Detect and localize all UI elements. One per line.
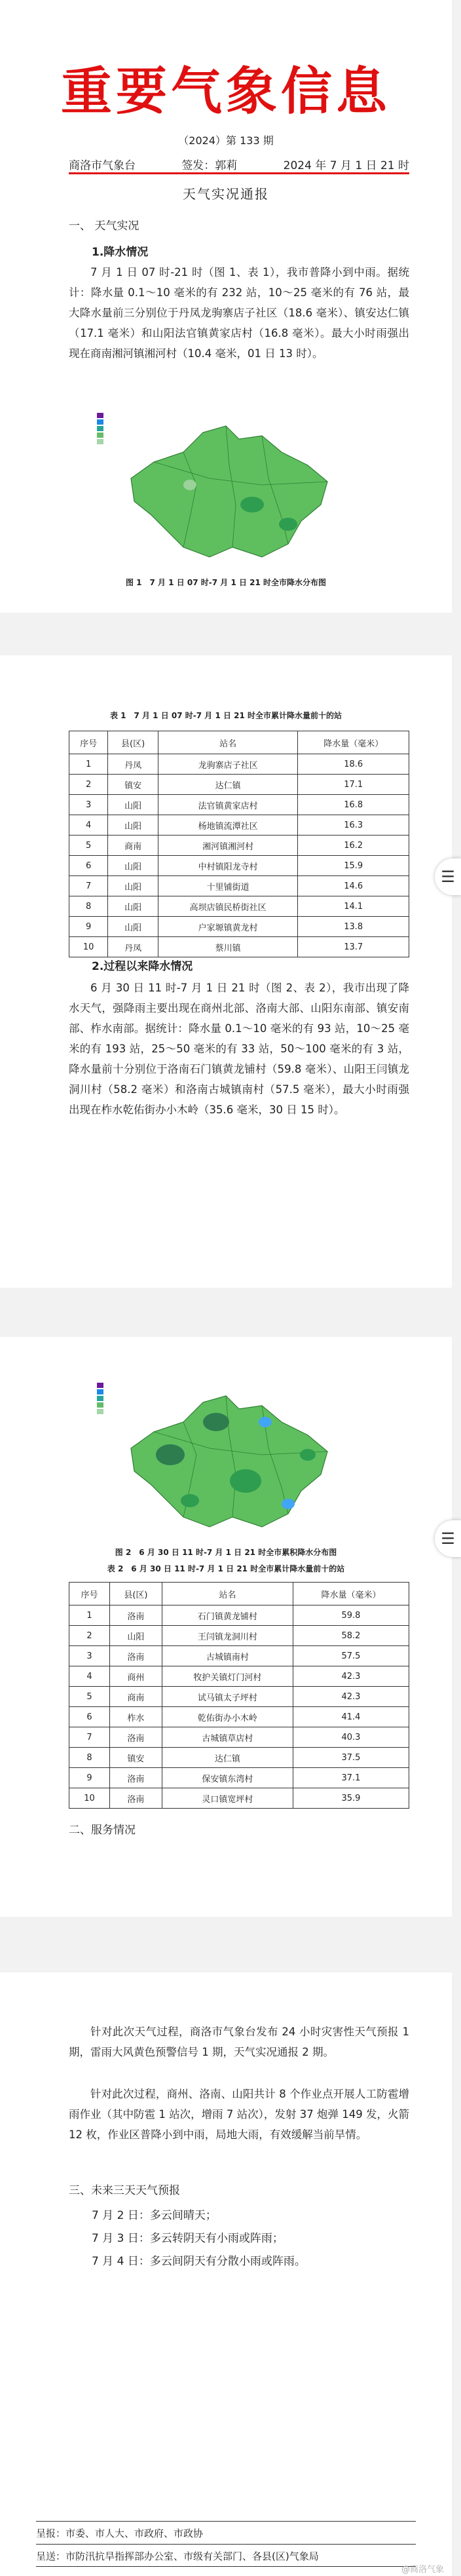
cell-station: 高坝店镇民桥街社区 [158,896,298,917]
cell-rainfall: 13.8 [298,917,409,937]
menu-icon[interactable]: ☰ [435,858,461,895]
cell-index: 4 [69,815,108,836]
figure-1-caption: 图 1 7 月 1 日 07 时-7 月 1 日 21 时全市降水分布图 [125,578,327,587]
table-row [69,1727,409,1748]
cell-station: 蔡川镇 [158,937,298,957]
cell-rainfall: 18.6 [298,754,409,775]
cell-station: 杨地镇流潭社区 [158,815,298,836]
document-title: 天气实况通报 [183,186,269,202]
copy-recipients: 呈送：市防汛抗旱指挥部办公室、市级有关部门、各县(区)气象局 [36,2550,319,2562]
cell-index: 7 [69,876,108,896]
cell-station: 石门镇黄龙铺村 [162,1605,293,1626]
cell-county: 山阳 [108,856,158,876]
cell-rainfall: 58.2 [293,1626,409,1646]
footer-divider-middle [36,2544,416,2545]
cell-county: 洛南 [109,1646,162,1666]
col-header-rainfall: 降水量（毫米） [298,731,409,754]
cell-rainfall: 14.1 [298,896,409,917]
cell-county: 柞水 [109,1707,162,1727]
table-row [69,1788,409,1809]
cell-station: 王闫镇龙洞川村 [162,1626,293,1646]
cell-index: 8 [69,1748,110,1768]
col-header-index: 序号 [69,731,108,754]
cell-county: 洛南 [109,1788,162,1809]
cell-county: 洛南 [109,1768,162,1788]
cell-county: 洛南 [109,1605,162,1626]
table-1-caption: 表 1 7 月 1 日 07 时-7 月 1 日 21 时全市累计降水量前十的站 [109,711,342,720]
table-row [69,937,409,957]
subsection-heading-process: 2.过程以来降水情况 [92,960,193,973]
menu-icon[interactable]: ☰ [435,1520,461,1557]
cell-county: 丹凤 [108,937,158,957]
cell-rainfall: 17.1 [298,775,409,795]
table-2 [69,1582,409,1809]
cell-county: 洛南 [109,1727,162,1748]
cell-index: 6 [69,1707,110,1727]
col-header-index: 序号 [69,1583,110,1605]
cell-rainfall: 42.3 [293,1687,409,1707]
cell-county: 商南 [108,836,158,856]
table-row [69,1768,409,1788]
cell-index: 2 [69,775,108,795]
rainfall-map-2 [92,1376,367,1540]
cell-county: 商州 [109,1666,162,1687]
cell-county: 山阳 [108,795,158,815]
figure-2-caption: 图 2 6 月 30 日 11 时-7 月 1 日 21 时全市累积降水分布图 [115,1548,337,1557]
table-2-caption: 表 2 6 月 30 日 11 时-7 月 1 日 21 时全市累计降水量前十的站 [107,1564,345,1573]
cell-county: 镇安 [108,775,158,795]
cell-station: 中村镇阳龙寺村 [158,856,298,876]
cell-station: 湘河镇湘河村 [158,836,298,856]
cell-index: 10 [69,937,108,957]
cell-county: 山阳 [108,896,158,917]
forecast-day-2: 7 月 3 日：多云转阴天有小雨或阵雨； [92,2232,284,2245]
page-1 [0,0,452,613]
red-divider [69,172,409,174]
map-legend [97,413,103,444]
table-row [69,754,409,775]
cell-station: 达仁镇 [162,1748,293,1768]
cell-county: 镇安 [109,1748,162,1768]
cell-index: 9 [69,1768,110,1788]
cell-index: 2 [69,1626,110,1646]
cell-station: 牧护关镇灯门河村 [162,1666,293,1687]
issue-date: 2024 年 7 月 1 日 21 时 [283,159,409,172]
footer-divider-bottom [36,2566,416,2567]
cell-station: 达仁镇 [158,775,298,795]
section-heading-1: 一、 天气实况 [69,220,139,233]
cell-county: 山阳 [108,917,158,937]
signer: 签发：郭莉 [181,159,238,172]
cell-index: 1 [69,1605,110,1626]
cell-county: 丹凤 [108,754,158,775]
cell-rainfall: 35.9 [293,1788,409,1809]
forecast-day-1: 7 月 2 日：多云间晴天； [92,2209,217,2222]
col-header-county: 县(区) [109,1583,162,1605]
cell-index: 3 [69,795,108,815]
cell-rainfall: 37.1 [293,1768,409,1788]
cell-index: 9 [69,917,108,937]
table-row [69,896,409,917]
cell-rainfall: 40.3 [293,1727,409,1748]
cell-county: 商南 [109,1687,162,1707]
cell-rainfall: 42.3 [293,1666,409,1687]
table-row [69,1687,409,1707]
cell-station: 灵口镇宽坪村 [162,1788,293,1809]
cell-rainfall: 59.8 [293,1605,409,1626]
cell-index: 5 [69,836,108,856]
table-row [69,856,409,876]
table-row [69,1646,409,1666]
cell-station: 试马镇太子坪村 [162,1687,293,1707]
cell-county: 山阳 [109,1626,162,1646]
cell-rainfall: 14.6 [298,876,409,896]
col-header-county: 县(区) [108,731,158,754]
rainfall-paragraph: 7 月 1 日 07 时-21 时（图 1、表 1），我市普降小到中雨。据统计：降水量 0.1～10 毫米的有 232 站，10～25 毫米的有 76 站，最大降水量前三分别位于丹凤龙驹寨店子社区（18.6 毫米）、镇安达仁镇（17.1 毫米）和山阳法官镇黄家店村（16.8 毫米）。最大小时雨强出现在商南湘河镇湘河村（10.4 毫米，01 日 13 时）。 [69,266,409,360]
cell-rainfall: 16.8 [298,795,409,815]
process-paragraph: 6 月 30 日 11 时-7 月 1 日 21 时（图 2、表 2），我市出现了降水天气，强降雨主要出现在商州北部、洛南大部、山阳东南部、镇安南部、柞水南部。据统计：降水量 0.1～10 毫米的有 93 站，10～25 毫米的有 193 站，25～50 毫米的有 33 站，50～100 毫米的有 3 站，降水量前十分别位于洛南石门镇黄龙铺村（59.8 毫米）、山阳王闫镇龙洞川村（58.2 毫米）和洛南古城镇南村（57.5 毫米），最大小时雨强出现在柞水乾佑街办小木岭（35.6 毫米，30 日 15 时）。 [69,982,409,1116]
table-row [69,1748,409,1768]
cell-index: 6 [69,856,108,876]
cell-index: 1 [69,754,108,775]
report-recipients: 呈报：市委、市人大、市政府、市政协 [36,2528,204,2539]
service-paragraph-1: 针对此次天气过程，商洛市气象台发布 24 小时灾害性天气预报 1 期，雷雨大风黄色预警信号 1 期，天气实况通报 2 期。 [69,2026,409,2058]
forecast-day-3: 7 月 4 日：多云间阴天有分散小雨或阵雨。 [92,2255,306,2268]
cell-rainfall: 15.9 [298,856,409,876]
meta-row [69,156,409,172]
cell-station: 龙驹寨店子社区 [158,754,298,775]
cell-station: 乾佑街办小木岭 [162,1707,293,1727]
issuing-org: 商洛市气象台 [69,159,136,172]
table-row [69,1707,409,1727]
cell-station: 古城镇南村 [162,1646,293,1666]
table-row [69,1626,409,1646]
cell-rainfall: 16.2 [298,836,409,856]
table-header-row [69,731,409,754]
masthead-title: 重要气象信息 [60,62,391,121]
cell-index: 3 [69,1646,110,1666]
table-header-row [69,1583,409,1605]
table-row [69,815,409,836]
section-heading-2: 二、服务情况 [69,1824,136,1837]
col-header-rainfall: 降水量（毫米） [293,1583,409,1605]
table-row [69,1605,409,1626]
table-1 [69,731,409,957]
cell-index: 7 [69,1727,110,1748]
subsection-heading-rainfall: 1.降水情况 [92,246,149,259]
cell-rainfall: 41.4 [293,1707,409,1727]
service-paragraph-2: 针对此次过程，商州、洛南、山阳共计 8 个作业点开展人工防雹增雨作业（其中防雹 1 站次，增雨 7 站次），发射 37 炮弹 149 发，火箭 12 枚，作业区普降小到中雨，局地大雨，有效缓解当前旱情。 [69,2088,409,2141]
table-row [69,1666,409,1687]
cell-rainfall: 37.5 [293,1748,409,1768]
issue-number: （2024）第 133 期 [178,134,274,147]
cell-station: 保安镇东湾村 [162,1768,293,1788]
table-row [69,775,409,795]
cell-index: 5 [69,1687,110,1707]
cell-county: 山阳 [108,815,158,836]
table-row [69,836,409,856]
col-header-station: 站名 [158,731,298,754]
cell-rainfall: 57.5 [293,1646,409,1666]
page-2 [0,655,455,1288]
cell-rainfall: 13.7 [298,937,409,957]
cell-index: 4 [69,1666,110,1687]
section-heading-3: 三、未来三天天气预报 [69,2184,180,2197]
cell-index: 8 [69,896,108,917]
table-row [69,795,409,815]
cell-station: 户家塬镇黄龙村 [158,917,298,937]
col-header-station: 站名 [162,1583,293,1605]
map-legend [97,1383,103,1414]
cell-rainfall: 16.3 [298,815,409,836]
cell-county: 山阳 [108,876,158,896]
table-row [69,876,409,896]
page-3 [0,1337,455,1917]
cell-index: 10 [69,1788,110,1809]
watermark: @商洛气象 [401,2565,444,2575]
cell-station: 古城镇草店村 [162,1727,293,1748]
footer-divider-top [36,2521,416,2522]
rainfall-map-1 [92,406,367,570]
table-row [69,917,409,937]
cell-station: 法官镇黄家店村 [158,795,298,815]
page-4 [0,1972,452,2576]
cell-station: 十里铺街道 [158,876,298,896]
